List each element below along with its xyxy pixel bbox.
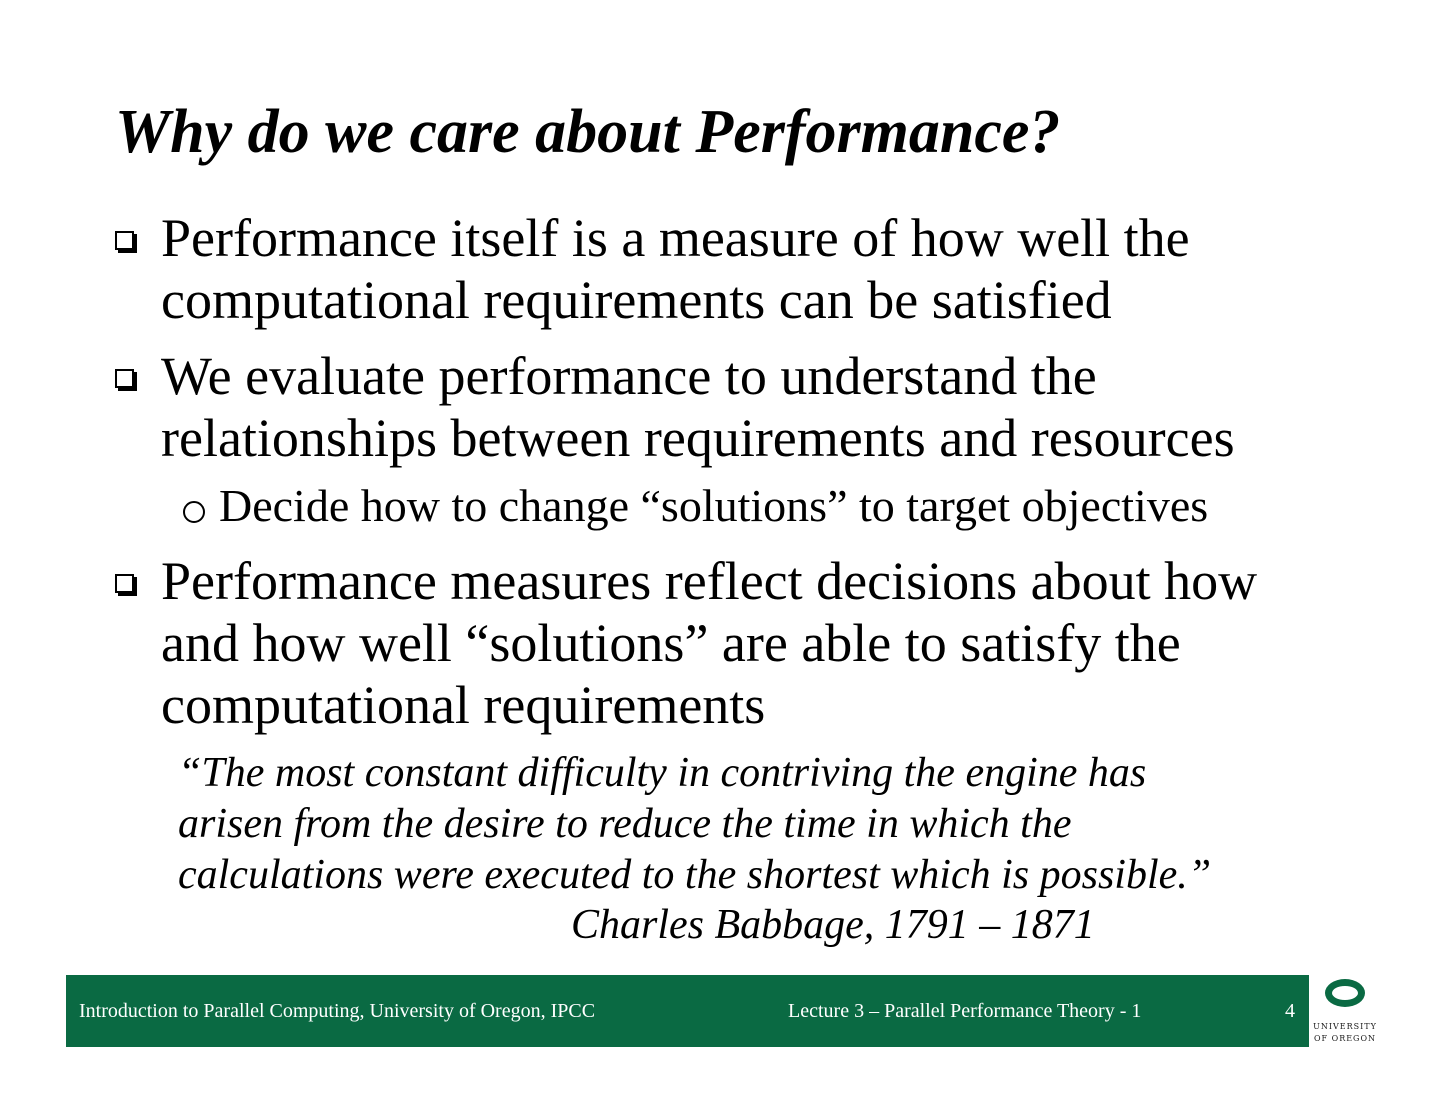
quote-line: calculations were executed to the shortest which is possible.”: [178, 852, 1212, 898]
bullet-line: and how well “solutions” are able to satisfy the: [161, 613, 1181, 673]
square-bullet-icon: [115, 369, 134, 388]
quote-line: arisen from the desire to reduce the time in which the: [178, 801, 1072, 847]
bullet-text: [161, 550, 1375, 736]
bullet-text: [161, 207, 1375, 331]
page-number: 4: [1285, 1000, 1295, 1022]
bullet-line: computational requirements: [161, 675, 766, 735]
bullet-item: [115, 550, 1375, 736]
oregon-o-icon: [1325, 979, 1365, 1007]
bullet-text: [161, 345, 1375, 469]
sub-bullet-text: Decide how to change “solutions” to target objectives: [219, 480, 1209, 531]
bullet-item: [115, 345, 1375, 469]
square-bullet-icon: [115, 231, 134, 250]
bullet-line: Performance itself is a measure of how well the: [161, 208, 1190, 268]
bullet-line: We evaluate performance to understand the: [161, 346, 1097, 406]
bullet-item: [115, 207, 1375, 331]
circle-bullet-icon: [183, 501, 205, 523]
slide-title: Why do we care about Performance?: [115, 98, 1061, 166]
footer-lecture: Lecture 3 – Parallel Performance Theory - 1: [788, 1000, 1142, 1022]
bullet-line: relationships between requirements and resources: [161, 408, 1235, 468]
square-bullet-icon: [115, 574, 134, 593]
babbage-quote: [178, 748, 1378, 901]
bullet-line: Performance measures reflect decisions about how: [161, 551, 1258, 611]
sub-bullet-item: [183, 480, 1208, 532]
quote-line: “The most constant difficulty in contriving the engine has: [178, 750, 1147, 796]
quote-attribution: Charles Babbage, 1791 – 1871: [571, 902, 1095, 948]
footer-bar: [66, 975, 1309, 1047]
footer-course: Introduction to Parallel Computing, University of Oregon, IPCC: [79, 1000, 596, 1022]
university-of-oregon-logo: [1310, 975, 1380, 1047]
bullet-line: computational requirements can be satisfied: [161, 270, 1112, 330]
logo-text-of-oregon: OF OREGON: [1313, 1034, 1377, 1043]
logo-text-university: UNIVERSITY: [1313, 1022, 1377, 1031]
